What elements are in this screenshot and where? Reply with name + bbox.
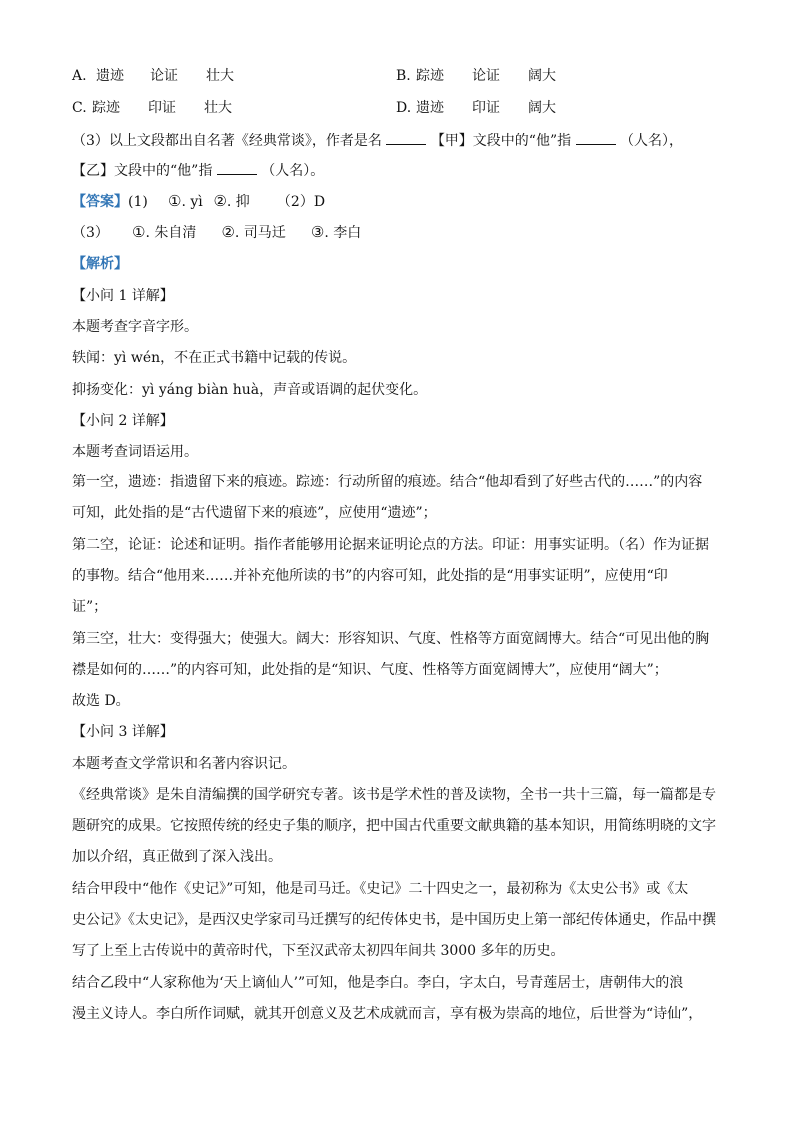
option-b-word1: 踪迹 — [416, 68, 444, 84]
option-c-letter: C. — [72, 100, 87, 116]
question-3-line2 — [72, 160, 324, 181]
section-3-line6: 史公记》《太史记》，是西汉史学家司马迁撰写的纪传体史书，是中国历史上第一部纪传体通史，作品中撰 — [72, 912, 716, 928]
option-c-word1: 踪迹 — [92, 100, 120, 116]
question-3-line1 — [72, 130, 683, 151]
section-2-line5: 的事物。结合“他用来……并补充他所读的书”的内容可知，此处指的是“用事实证明”，应使用“印 — [72, 568, 668, 584]
option-d-word3: 阔大 — [528, 100, 556, 116]
section-3-line4: 加以介绍，真正做到了深入浅出。 — [72, 849, 282, 865]
section-3-line8: 结合乙段中“人家称他为‘天上谪仙人’”可知，他是李白。李白，字太白，号青莲居士，唐朝伟大的浪 — [72, 975, 684, 991]
section-2-line2: 第一空，遗迹：指遗留下来的痕迹。踪迹：行动所留的痕迹。结合“他却看到了好些古代的……”的内容 — [72, 474, 703, 490]
section-3-title: 【小问 3 详解】 — [72, 724, 174, 740]
answer-5: . 李白 — [324, 225, 362, 241]
answer-tag: 【答案】 — [72, 194, 128, 210]
question-3-text3: （人名）， — [620, 133, 684, 149]
section-2-line3: 可知，此处指的是“古代遗留下来的痕迹”，应使用“遗迹”； — [72, 505, 437, 521]
section-2-line4: 第二空，论证：论述和证明。指作者能够用论据来证明论点的方法。印证：用事实证明。（名）作为证据 — [72, 537, 709, 553]
answer-q2: （2）D — [276, 194, 326, 210]
option-d-word2: 印证 — [472, 100, 500, 116]
section-1-title: 【小问 1 详解】 — [72, 288, 174, 304]
answer-q3-label: （3） — [72, 225, 109, 241]
option-a-word1: 遗迹 — [96, 68, 124, 84]
question-3-text4: 【乙】文段中的“他”指 — [72, 163, 213, 179]
section-2-line8: 襟是如何的……”的内容可知，此处指的是“知识、气度、性格等方面宽阔博大”，应使用“阔大”； — [72, 662, 668, 678]
section-3-line5: 结合甲段中“他作《史记》”可知，他是司马迁。《史记》二十四史之一，最初称为《太史公书》或《太 — [72, 881, 689, 897]
circled-1-mark-b: ① — [132, 223, 146, 241]
option-a-word2: 论证 — [150, 68, 178, 84]
circled-2-mark: ② — [213, 192, 227, 210]
section-3-line3: 题研究的成果。它按照传统的经史子集的顺序，把中国古代重要文献典籍的基本知识，用简练明晓的文字 — [72, 818, 716, 834]
option-d-letter: D. — [396, 100, 412, 116]
circled-1-mark: ① — [168, 192, 182, 210]
question-3-text1: （3）以上文段都出自名著《经典常谈》，作者是名 — [72, 133, 382, 149]
blank-author — [386, 130, 426, 145]
blank-jia — [576, 130, 616, 145]
blank-yi — [217, 160, 257, 175]
section-2-line6: 证”； — [72, 599, 108, 615]
option-row-cd — [72, 98, 556, 118]
section-3-line2: 《经典常谈》是朱自清编撰的国学研究专著。该书是学术性的普及读物，全书一共十三篇，每一篇都是专 — [72, 787, 716, 803]
section-1-line1: 本题考查字音字形。 — [72, 319, 198, 335]
answer-2: . 抑 — [226, 194, 250, 210]
section-1-line2: 轶闻：yì wén，不在正式书籍中记载的传说。 — [72, 350, 357, 366]
answer-line2 — [72, 222, 361, 243]
answer-1: . yì — [181, 194, 203, 210]
section-3-line7: 写了上至上古传说中的黄帝时代，下至汉武帝太初四年间共 3000 多年的历史。 — [72, 943, 565, 959]
section-2-line1: 本题考查词语运用。 — [72, 444, 198, 460]
circled-2-mark-b: ② — [221, 223, 235, 241]
option-c-word2: 印证 — [148, 100, 176, 116]
analysis-tag: 【解析】 — [72, 256, 128, 272]
option-b-word3: 阔大 — [528, 68, 556, 84]
section-2-line9: 故选 D。 — [72, 693, 130, 709]
question-3-text2: 【甲】文段中的“他”指 — [430, 133, 572, 149]
option-a-word3: 壮大 — [206, 68, 234, 84]
question-3-text5: （人名）。 — [261, 163, 325, 179]
answer-3: . 朱自清 — [145, 225, 197, 241]
answer-q1-label: (1) — [128, 194, 148, 210]
option-row-ab — [72, 66, 556, 86]
section-2-title: 【小问 2 详解】 — [72, 413, 174, 429]
option-d-word1: 遗迹 — [416, 100, 444, 116]
circled-3-mark: ③ — [310, 223, 325, 241]
section-1-line3: 抑扬变化：yì yáng biàn huà，声音或语调的起伏变化。 — [72, 382, 428, 398]
option-b-word2: 论证 — [472, 68, 500, 84]
option-a-letter: A. — [72, 68, 87, 84]
section-3-line1: 本题考查文学常识和名著内容识记。 — [72, 756, 296, 772]
option-c-word3: 壮大 — [204, 100, 232, 116]
section-2-line7: 第三空，壮大：变得强大；使强大。阔大：形容知识、气度、性格等方面宽阔博大。结合“可见出他的胸 — [72, 631, 710, 647]
section-3-line9: 漫主义诗人。李白所作词赋，就其开创意义及艺术成就而言，享有极为崇高的地位，后世誉为“诗仙”， — [72, 1006, 703, 1022]
answer-4: . 司马迁 — [234, 225, 286, 241]
answer-line1 — [72, 191, 325, 212]
option-b-letter: B. — [396, 68, 411, 84]
